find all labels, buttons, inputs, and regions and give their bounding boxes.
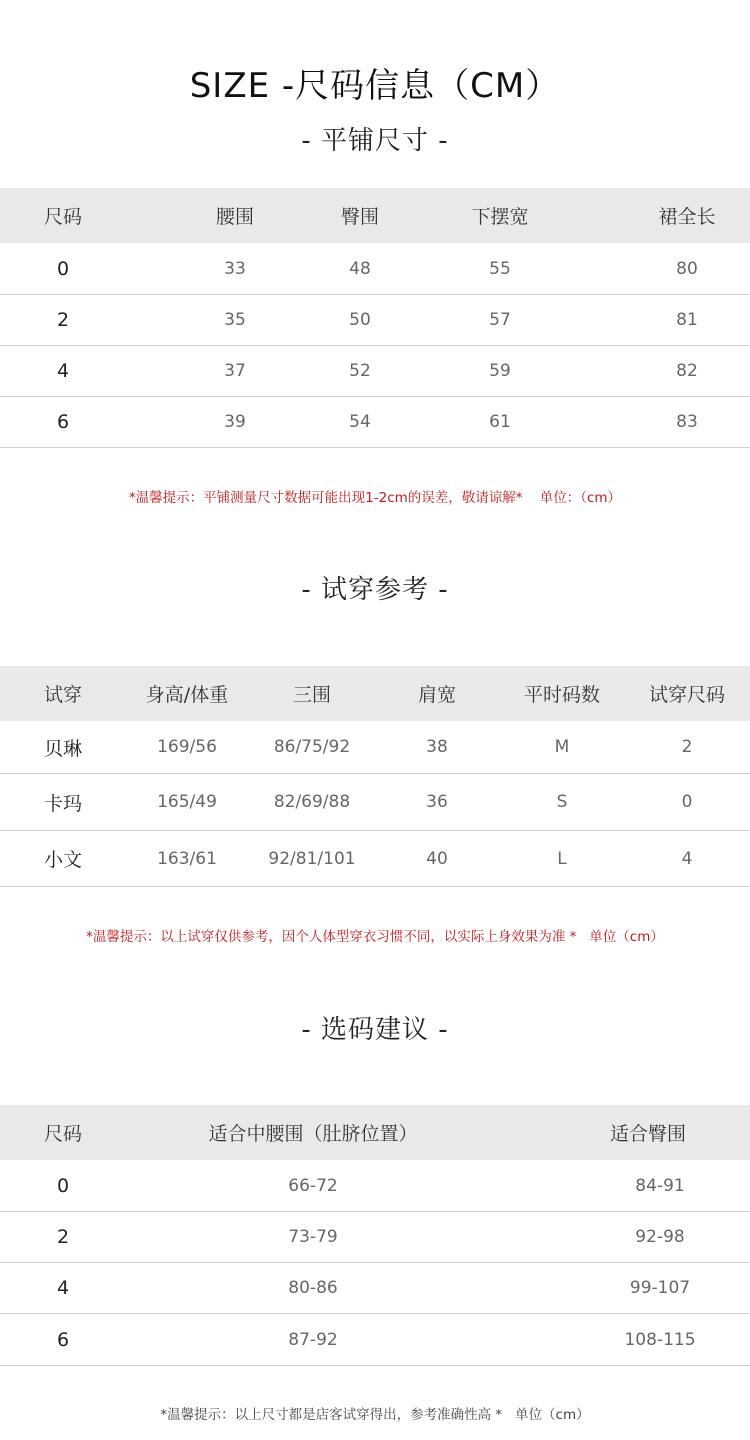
tryon-cell-height-weight: 163/61 (157, 848, 217, 869)
flat-cell-length: 81 (676, 310, 698, 330)
flat-header-size: 尺码 (43, 206, 82, 228)
flat-header-hip: 臀围 (340, 206, 379, 228)
table-row (0, 346, 750, 397)
page-title: SIZE -尺码信息（CM） (189, 66, 561, 106)
flat-cell-size: 0 (56, 257, 70, 280)
tryon-cell-shoulder: 36 (426, 792, 448, 812)
flat-cell-hip: 54 (349, 412, 371, 432)
flat-header-length: 裙全长 (658, 206, 716, 228)
table-row (0, 774, 750, 831)
flat-cell-size: 6 (56, 411, 70, 433)
flat-cell-size: 2 (56, 309, 70, 331)
flat-cell-length: 80 (676, 258, 698, 279)
tryon-header-usual-size: 平时码数 (523, 684, 600, 706)
advice-cell-size: 2 (56, 1226, 70, 1248)
advice-header-waist: 适合中腰围（肚脐位置） (208, 1123, 418, 1145)
advice-cell-size: 6 (56, 1328, 70, 1351)
flat-table-header (0, 188, 750, 243)
table-row (0, 831, 750, 887)
table-row (0, 397, 750, 448)
flat-cell-hem: 59 (489, 361, 511, 381)
tryon-cell-tried-size: 4 (681, 848, 693, 869)
table-row (0, 1160, 750, 1212)
table-row (0, 295, 750, 346)
advice-header-size: 尺码 (43, 1123, 82, 1145)
table-row (0, 721, 750, 774)
flat-cell-waist: 37 (224, 361, 246, 381)
tryon-cell-usual-size: S (556, 792, 568, 812)
flat-cell-hem: 61 (489, 412, 511, 432)
tryon-cell-measurements: 82/69/88 (273, 792, 351, 812)
table-row (0, 1212, 750, 1263)
tryon-header-model: 试穿 (43, 684, 82, 706)
flat-header-hem: 下摆宽 (471, 206, 529, 228)
advice-header-hip: 适合臀围 (609, 1123, 686, 1145)
advice-note: *温馨提示：以上尺寸都是店客试穿得出，参考准确性高 * 单位（cm） (160, 1407, 590, 1423)
advice-cell-waist: 66-72 (288, 1175, 338, 1196)
advice-cell-size: 0 (56, 1174, 70, 1197)
table-row (0, 1263, 750, 1314)
flat-cell-size: 4 (56, 360, 70, 382)
advice-cell-hip: 92-98 (635, 1227, 685, 1247)
tryon-cell-height-weight: 165/49 (157, 792, 217, 812)
tryon-cell-measurements: 92/81/101 (268, 848, 356, 869)
tryon-header-shoulder: 肩宽 (417, 684, 456, 706)
flat-cell-hip: 52 (349, 361, 371, 381)
flat-section-heading: - 平铺尺寸 - (301, 126, 449, 156)
advice-cell-size: 4 (56, 1277, 70, 1299)
table-row (0, 243, 750, 295)
advice-cell-hip: 84-91 (635, 1175, 685, 1196)
tryon-header-height-weight: 身高/体重 (145, 684, 229, 706)
advice-cell-waist: 87-92 (288, 1329, 338, 1350)
tryon-header-tried-size: 试穿尺码 (648, 684, 725, 706)
flat-header-waist: 腰围 (215, 206, 254, 228)
advice-table-header (0, 1105, 750, 1160)
advice-cell-hip: 99-107 (629, 1278, 691, 1298)
flat-cell-hem: 57 (489, 310, 511, 330)
flat-cell-hip: 48 (349, 258, 371, 279)
flat-cell-waist: 35 (224, 310, 246, 330)
flat-cell-waist: 33 (224, 258, 246, 279)
flat-cell-length: 82 (676, 361, 698, 381)
tryon-cell-model: 小文 (43, 849, 82, 871)
table-row (0, 1314, 750, 1366)
tryon-table-header (0, 666, 750, 721)
tryon-note: *温馨提示：以上试穿仅供参考，因个人体型穿衣习惯不同，以实际上身效果为准 * 单位（cm） (86, 929, 664, 945)
advice-cell-waist: 80-86 (288, 1278, 338, 1298)
flat-cell-hip: 50 (349, 310, 371, 330)
flat-cell-length: 83 (676, 412, 698, 432)
tryon-cell-tried-size: 0 (681, 792, 693, 812)
tryon-cell-usual-size: L (557, 848, 567, 869)
tryon-cell-usual-size: M (554, 737, 570, 757)
flat-cell-hem: 55 (489, 258, 511, 279)
advice-cell-hip: 108-115 (624, 1329, 696, 1350)
advice-section-heading: - 选码建议 - (301, 1015, 449, 1045)
advice-cell-waist: 73-79 (288, 1227, 338, 1247)
tryon-cell-measurements: 86/75/92 (273, 737, 351, 757)
flat-cell-waist: 39 (224, 412, 246, 432)
tryon-cell-shoulder: 38 (426, 737, 448, 757)
tryon-cell-height-weight: 169/56 (157, 737, 217, 757)
tryon-cell-tried-size: 2 (681, 737, 693, 757)
tryon-cell-model: 贝琳 (43, 737, 82, 760)
tryon-cell-shoulder: 40 (426, 848, 448, 869)
tryon-section-heading: - 试穿参考 - (301, 575, 449, 605)
tryon-cell-model: 卡玛 (43, 792, 82, 815)
flat-note: *温馨提示：平铺测量尺寸数据可能出现1-2cm的误差，敬请谅解* 单位：（cm） (128, 490, 622, 506)
tryon-header-measurements: 三围 (292, 684, 331, 706)
